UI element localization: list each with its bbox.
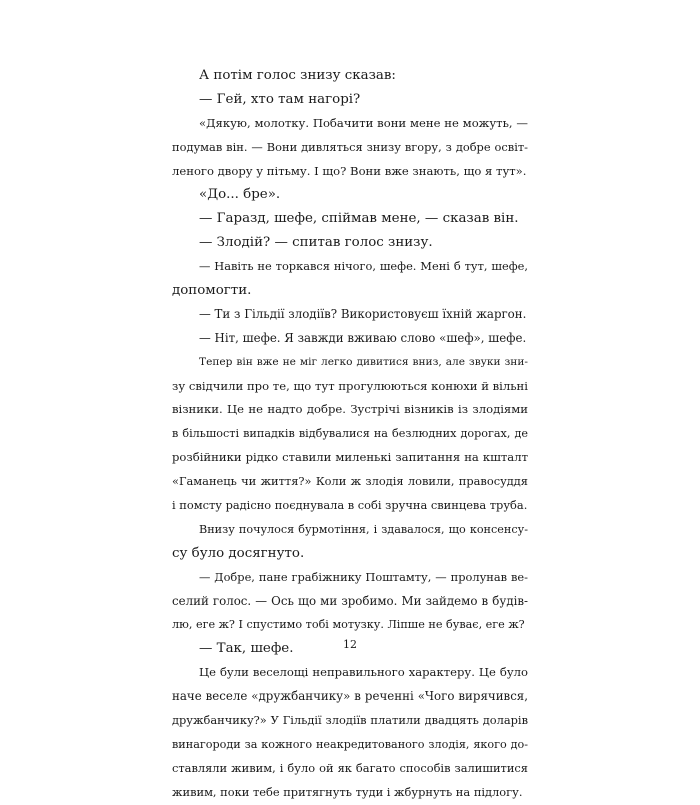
- body-text: [172, 64, 528, 805]
- text-line: ставляли живим, і було ой як багато способів залишитися: [172, 760, 528, 775]
- text-line: — Добре, пане грабіжнику Поштамту, — пролунав ве-: [199, 569, 528, 584]
- text-line: — Ти з Гільдії злодіїв? Використовуєш їхній жаргон.: [199, 306, 527, 321]
- text-line: — Злодій? — спитав голос знизу.: [199, 235, 433, 251]
- text-line: «До... бре».: [199, 187, 281, 203]
- text-line: Внизу почулося бурмотіння, і здавалося, що консенсу-: [199, 522, 528, 536]
- text-line: в більшості випадків відбувалися на безлюдних дорогах, де: [172, 427, 528, 441]
- text-line: селий голос. — Ось що ми зробимо. Ми зайдемо в будів-: [172, 593, 528, 608]
- text-line: лю, еге ж? І спустимо тобі мотузку. Ліпше не буває, еге ж?: [172, 618, 525, 632]
- text-line: Це були веселощі неправильного характеру. Це було: [199, 665, 528, 680]
- text-line: «Гаманець чи життя?» Коли ж злодія ловили, правосуддя: [172, 474, 528, 489]
- text-line: допомогти.: [172, 283, 252, 299]
- text-line: леного двору у пітьму. І що? Вони вже знають, що я тут».: [172, 163, 527, 178]
- text-line: Тепер він вже не міг легко дивитися вниз, але звуки зни-: [199, 355, 528, 368]
- text-line: А потім голос знизу сказав:: [199, 68, 396, 83]
- text-line: наче веселе «дружбанчику» в реченні «Чого вирячився,: [172, 689, 528, 704]
- text-line: візники. Це не надто добре. Зустрічі візників із злодіями: [172, 402, 528, 417]
- text-line: «Дякую, молотку. Побачити вони мене не можуть, —: [199, 115, 528, 130]
- text-line: — Так, шефе.: [199, 641, 294, 657]
- text-line: подумав він. — Вони дивляться знизу вгору, з добре освіт-: [172, 139, 528, 154]
- text-line: су було досягнуто.: [172, 545, 305, 561]
- text-line: — Навіть не торкався нічого, шефе. Мені б тут, шефе,: [199, 259, 528, 274]
- text-line: — Гаразд, шефе, спіймав мене, — сказав він.: [199, 211, 519, 227]
- text-line: — Гей, хто там нагорі?: [199, 91, 361, 107]
- text-line: і помсту радісно поєднувала в собі зручна свинцева труба.: [172, 498, 528, 513]
- page-number: 12: [343, 638, 357, 651]
- text-line: зу свідчили про те, що тут прогулюються конюхи й вільні: [172, 378, 528, 393]
- text-line: — Ніт, шефе. Я завжди вживаю слово «шеф», шефе.: [199, 330, 527, 345]
- text-line: розбійники рідко ставили миленькі запитання на кшталт: [172, 450, 528, 465]
- text-line: винагороди за кожного неакредитованого злодія, якого до-: [172, 737, 528, 751]
- text-line: живим, поки тебе притягнуть туди і жбурнуть на підлогу.: [172, 784, 523, 799]
- text-line: дружбанчику?» У Гільдії злодіїв платили двадцять доларів: [172, 713, 528, 728]
